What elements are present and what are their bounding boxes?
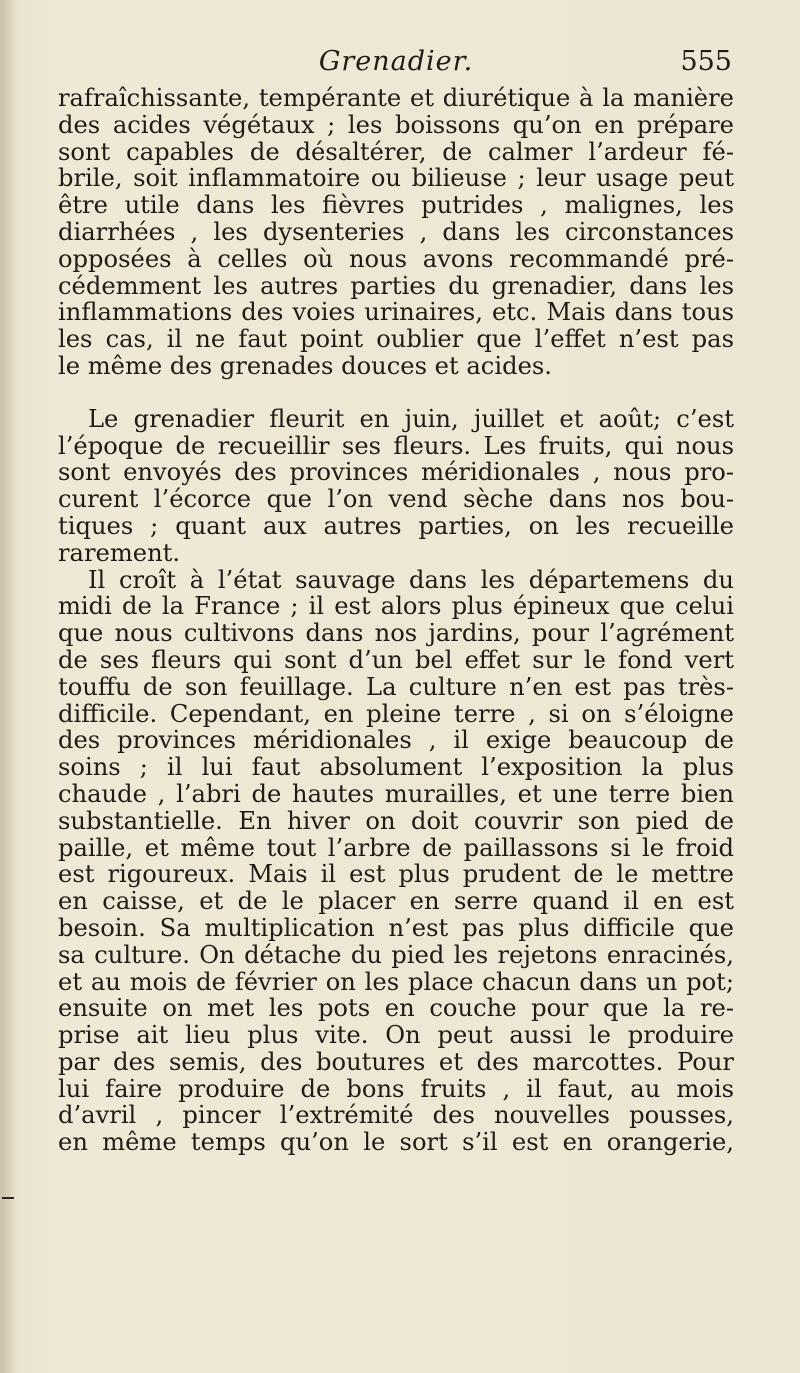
text-line: en même temps qu’on le sort s’il est en orangerie, (58, 1129, 734, 1157)
text-line: besoin. Sa multiplication n’est pas plus difficile que (58, 914, 734, 942)
text-line: curent l’écorce que l’on vend sèche dans nos bou- (58, 486, 734, 513)
text-line: brile, soit inflammatoire ou bilieuse ; leur usage peut (58, 165, 734, 193)
page-number: 555 (680, 46, 732, 77)
text-line: Il croît à l’état sauvage dans les départemens du (88, 566, 734, 594)
text-line: et au mois de février on les place chacun dans un pot; (58, 968, 734, 996)
text-line: être utile dans les fièvres putrides , malignes, les (58, 192, 734, 219)
text-line: l’époque de recueillir ses fleurs. Les fruits, qui nous (58, 432, 734, 460)
paragraph-3 (58, 567, 734, 1157)
text-line: le même des grenades douces et acides. (58, 352, 552, 380)
text-line: que nous cultivons dans nos jardins, pour l’agrément (58, 620, 734, 647)
text-line: par des semis, des boutures et des marcottes. Pour (58, 1048, 734, 1076)
text-line: chaude , l’abri de hautes murailles, et une terre bien (58, 780, 734, 808)
text-line: tiques ; quant aux autres parties, on les recueille (58, 512, 734, 540)
text-line: difficile. Cependant, en pleine terre , si on s’éloigne (58, 700, 734, 728)
text-line: Le grenadier fleurit en juin, juillet et août; c’est (88, 405, 734, 433)
running-title: Grenadier. (318, 46, 474, 77)
page-header (58, 44, 734, 84)
text-line: rarement. (58, 539, 181, 567)
text-line: paille, et même tout l’arbre de paillassons si le froid (58, 834, 734, 862)
text-line: sont envoyés des provinces méridionales , nous pro- (58, 459, 734, 487)
paragraph-gap (58, 380, 734, 406)
text-line: cédemment les autres parties du grenadier, dans les (58, 272, 734, 300)
paragraph-2 (58, 406, 734, 567)
text-line: de ses fleurs qui sont d’un bel effet sur le fond vert (58, 646, 734, 674)
text-line: diarrhées , les dysenteries , dans les circonstances (58, 218, 734, 246)
text-line: lui faire produire de bons fruits , il faut, au mois (58, 1075, 734, 1103)
binding-shadow (0, 0, 14, 1373)
text-line: sont capables de désaltérer, de calmer l’ardeur fé- (58, 138, 734, 166)
text-line: opposées à celles où nous avons recommandé pré- (58, 245, 734, 273)
text-line: des provinces méridionales , il exige beaucoup de (58, 727, 734, 755)
body-text (58, 85, 734, 1156)
text-line: touffu de son feuillage. La culture n’en est pas très- (58, 673, 734, 701)
margin-mark (2, 1197, 14, 1199)
text-line: midi de la France ; il est alors plus épineux que celui (58, 593, 734, 621)
text-line: substantielle. En hiver on doit couvrir son pied de (58, 807, 734, 835)
text-line: les cas, il ne faut point oublier que l’effet n’est pas (58, 326, 734, 353)
text-line: d’avril , pincer l’extrémité des nouvelles pousses, (58, 1102, 734, 1130)
text-line: soins ; il lui faut absolument l’exposition la plus (58, 754, 734, 781)
text-line: des acides végétaux ; les boissons qu’on en prépare (58, 111, 734, 139)
text-line: est rigoureux. Mais il est plus prudent de le mettre (58, 861, 734, 889)
text-line: sa culture. On détache du pied les rejetons enracinés, (58, 941, 734, 969)
text-line: en caisse, et de le placer en serre quand il en est (58, 888, 734, 915)
text-line: inflammations des voies urinaires, etc. Mais dans tous (58, 299, 734, 327)
text-line: rafraîchissante, tempérante et diurétique à la manière (58, 85, 734, 112)
paragraph-1 (58, 85, 734, 380)
text-line: ensuite on met les pots en couche pour que la re- (58, 995, 734, 1023)
text-line: prise ait lieu plus vite. On peut aussi le produire (58, 1022, 734, 1049)
